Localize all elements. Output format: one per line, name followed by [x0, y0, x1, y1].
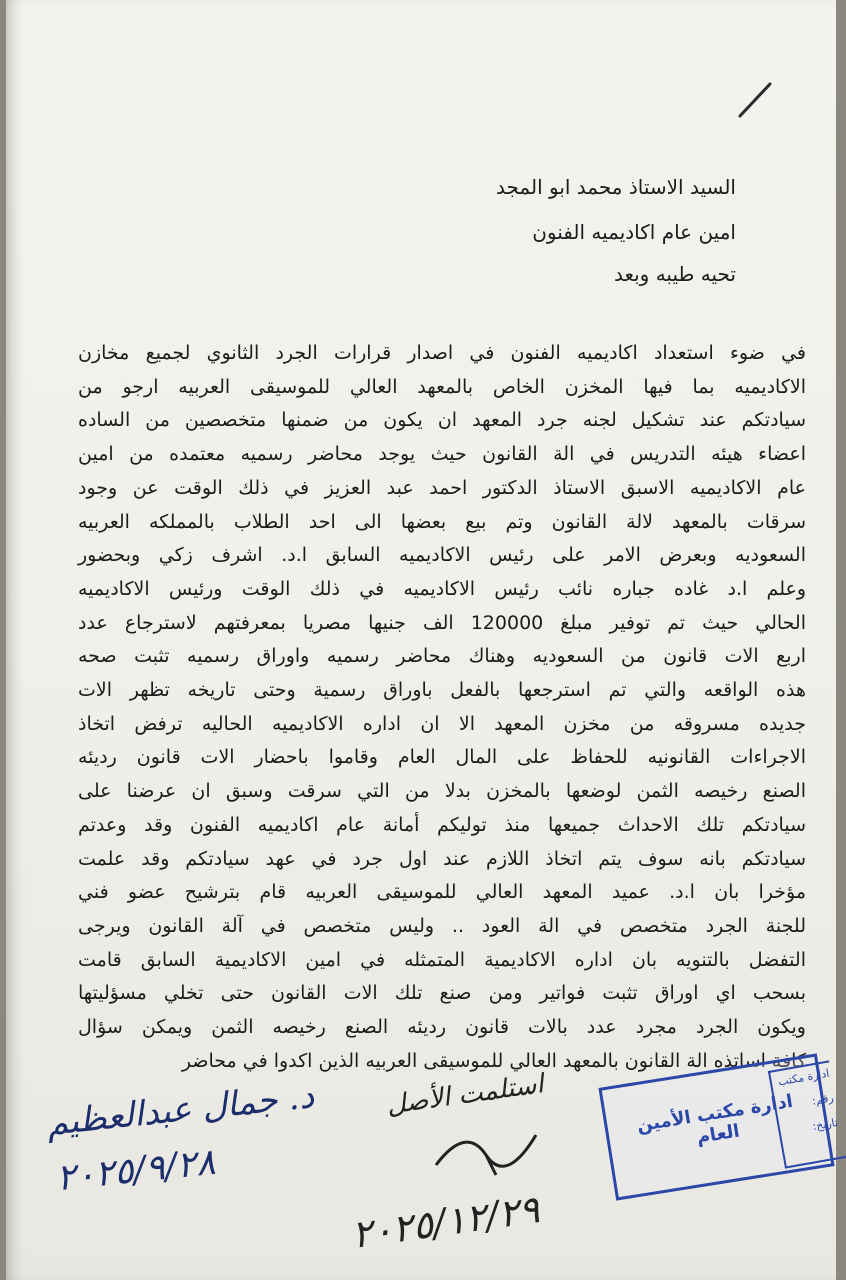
- body-line: عام الاكاديميه الاسبق الاستاذ الدكتور احمد عبد العزيز في ذلك الوقت عن وجود: [78, 476, 806, 499]
- body-line: سرقات بالمعهد لالة القانون وتم بيع بعضها الى احد الطلاب بالمملكه العربيه: [78, 510, 806, 533]
- body-line: وعلم ا.د غاده جباره نائب رئيس الاكاديميه في ذلك الوقت ورئيس الاكاديميه: [78, 577, 806, 600]
- letter-page: [6, 0, 839, 1280]
- body-line: هذه الواقعه والتي تم استرجعها بالفعل باوراق رسمية وحتى تاريخه تظهر الات: [78, 679, 806, 701]
- greeting: تحيه طيبه وبعد: [613, 262, 736, 286]
- body-line: الحالي حيث تم توفير مبلغ 120000 الف جنيها مصريا بمعرفتهم لاسترجاع عدد: [78, 611, 806, 634]
- signature-scribble: [426, 1115, 546, 1185]
- received-date: ٢٠٢٥/١٢/٢٩: [348, 1187, 543, 1257]
- body-line: مؤخرا بان ا.د. عميد المعهد العالي للموسيقى العربيه قام بترشيح عضو فني: [78, 881, 806, 904]
- body-line: الاكاديميه بما فيها المخزن الخاص بالمعهد العالي للموسيقى العربيه ارجو من: [78, 375, 806, 398]
- body-line: التفضل بالتنويه بان اداره الاكاديمية المتمثله في امين الاكاديمية السابق قامت: [78, 948, 806, 971]
- body-line: سيادتكم عند تشكيل لجنه جرد المعهد ان يكون من ضمنها متخصصين من الساده: [78, 409, 806, 432]
- body-line: السعوديه وبعرض الامر على رئيس الاكاديميه السابق ا.د. اشرف زكي وبحضور: [78, 544, 806, 567]
- side-stamp-line-1: ادارة مكتب: [777, 1066, 831, 1089]
- body-line: كافة اساتذه الة القانون بالمعهد العالي للموسيقى العربيه الذين اكدوا في محاضر: [181, 1049, 806, 1072]
- signer-date: ٢٠٢٥/٩/٢٨: [54, 1141, 218, 1200]
- body-line: بسحب اي اوراق تثبت فواتير ومن صنع تلك الات القانون حتى تخلي مسؤليتها: [78, 982, 806, 1005]
- pen-mark-icon: [736, 80, 776, 120]
- addressee: السيد الاستاذ محمد ابو المجد: [496, 175, 736, 199]
- body-line: في ضوء استعداد اكاديميه الفنون في اصدار قرارات الجرد الثانوي لجميع مخازن: [78, 342, 806, 364]
- side-stamp-line-2: رقم:: [811, 1091, 835, 1108]
- stamp-text: ادارة مكتب الأمين العام: [635, 1090, 795, 1149]
- body-line: الصنع رخيصه الثمن لوضعها بالمخزن بدلا من التي سرقت وسبق ان عرضنا على: [78, 780, 806, 803]
- body-line: للجنة الجرد متخصص في الة العود .. وليس متخصص في آلة القانون ويرجى: [78, 914, 806, 937]
- body-line: سيادتكم بانه سوف يتم اتخاذ اللازم عند اول جرد في عهد سيادتكم وقد علمت: [78, 847, 806, 870]
- side-stamp-line-3: تاريخ:: [811, 1115, 839, 1134]
- body-line: اعضاء هيئه التدريس في الة القانون حيث يوجد محاضر رسميه معتمده من امين: [78, 443, 806, 466]
- received-label: استلمت الأصل: [384, 1069, 546, 1121]
- addressee-title: امين عام اكاديميه الفنون: [532, 220, 736, 244]
- signer-name: د. جمال عبدالعظيم: [44, 1076, 317, 1144]
- body-line: جديده مسروقه من مخزن المعهد الا ان اداره الاكاديميه الحاليه ترفض اتخاذ: [78, 712, 806, 735]
- body-line: الاجراءات القانونيه للحفاظ على المال العام وقاموا باحضار الات قانون رديئه: [78, 746, 806, 769]
- body-line: سيادتكم تلك الاحداث جميعها منذ توليكم أمانة عام اكاديميه الفنون وقد وعدتم: [78, 813, 806, 836]
- body-line: اربع الات قانون من السعوديه وهناك محاضر رسميه واوراق رسميه تثبت صحه: [78, 645, 806, 668]
- body-line: ويكون الجرد مجرد عدد بالات قانون رديئه الصنع رخيصه الثمن ويمكن سؤال: [78, 1016, 806, 1038]
